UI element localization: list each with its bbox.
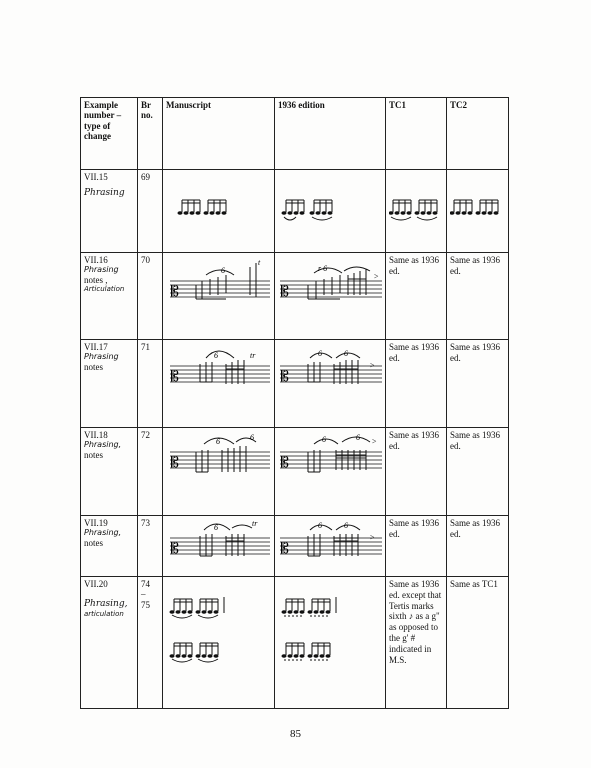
header-tc1: TC1 — [386, 98, 447, 170]
tc2-cell — [447, 170, 509, 253]
svg-text:>: > — [372, 437, 377, 446]
tc1-cell — [386, 170, 447, 253]
manuscript-notation-image — [166, 342, 270, 412]
change-type: Phrasing, — [84, 440, 122, 450]
svg-text:r 6: r 6 — [318, 264, 328, 273]
br-cell — [138, 516, 163, 577]
tc1-note: Same as 1936 ed. — [389, 430, 439, 451]
header-tc2: TC2 — [447, 98, 509, 170]
tc2-cell — [447, 428, 509, 516]
change-notes: notes — [84, 537, 103, 548]
svg-text:>: > — [370, 533, 375, 542]
svg-text:>: > — [370, 361, 375, 370]
example-cell — [81, 340, 138, 428]
example-number: VII.20 — [84, 579, 108, 589]
table-row — [81, 577, 509, 709]
svg-text:6: 6 — [214, 351, 218, 360]
example-number: VII.16 — [84, 255, 108, 265]
table-row — [81, 428, 509, 516]
tc1-cell — [386, 577, 447, 709]
manuscript-cell — [163, 516, 275, 577]
bar-number: 69 — [141, 172, 150, 182]
example-cell — [81, 253, 138, 340]
example-number: VII.18 — [84, 430, 108, 440]
svg-text:𝄡: 𝄡 — [171, 541, 179, 557]
svg-text:tr: tr — [250, 351, 256, 360]
comparison-table — [80, 97, 509, 709]
header-manuscript: Manuscript — [163, 98, 275, 170]
edition-cell — [275, 428, 386, 516]
tc1-notation-image — [389, 172, 445, 248]
example-number: VII.17 — [84, 342, 108, 352]
svg-text:𝄡: 𝄡 — [281, 284, 289, 300]
change-notes: notes — [84, 449, 103, 460]
manuscript-cell — [163, 428, 275, 516]
svg-text:6: 6 — [318, 521, 322, 530]
manuscript-notation-image — [166, 430, 270, 500]
change-type-secondary: articulation — [84, 609, 124, 618]
svg-text:𝄡: 𝄡 — [281, 541, 289, 557]
example-cell — [81, 516, 138, 577]
br-cell — [138, 253, 163, 340]
edition-notation-image — [278, 342, 382, 412]
manuscript-notation-image — [166, 255, 270, 325]
edition-notation-image — [278, 172, 382, 248]
header-br: Br no. — [138, 98, 163, 170]
svg-text:6: 6 — [250, 433, 254, 442]
tc1-cell — [386, 253, 447, 340]
manuscript-cell — [163, 253, 275, 340]
edition-notation-image — [278, 430, 382, 500]
svg-text:tr: tr — [252, 519, 258, 528]
tc1-note: Same as 1936 ed. except that Tertis marks sixth ♪ as a g" as opposed to the g' # indicated in M.S. — [389, 579, 442, 665]
svg-text:6: 6 — [214, 523, 218, 532]
manuscript-notation-image — [166, 518, 270, 574]
tc2-cell — [447, 340, 509, 428]
svg-text:𝄡: 𝄡 — [281, 369, 289, 385]
table-row — [81, 340, 509, 428]
br-cell — [138, 170, 163, 253]
example-cell — [81, 428, 138, 516]
example-cell — [81, 170, 138, 253]
edition-notation-image — [278, 255, 382, 325]
change-type: Phrasing — [84, 188, 125, 199]
edition-notation-image — [278, 518, 382, 574]
manuscript-cell — [163, 577, 275, 709]
svg-text:6: 6 — [356, 433, 360, 442]
tc1-note: Same as 1936 ed. — [389, 342, 439, 363]
bar-number-end: 75 — [141, 599, 150, 610]
change-type: Phrasing, — [84, 528, 122, 538]
br-cell — [138, 428, 163, 516]
tc2-note: Same as 1936 ed. — [450, 430, 500, 451]
svg-text:6: 6 — [344, 521, 348, 530]
svg-text:t: t — [258, 258, 261, 267]
tc1-cell — [386, 516, 447, 577]
example-number: VII.15 — [84, 172, 108, 182]
header-example: Example number – type of change — [81, 98, 138, 170]
svg-text:6: 6 — [221, 266, 225, 275]
change-type: Phrasing — [84, 265, 119, 275]
tc2-note: Same as 1936 ed. — [450, 342, 500, 363]
page-number: 85 — [290, 728, 301, 740]
tc2-note: Same as 1936 ed. — [450, 255, 500, 276]
example-cell — [81, 577, 138, 709]
table-row — [81, 170, 509, 253]
bar-number: 70 — [141, 255, 150, 265]
tc2-note: Same as 1936 ed. — [450, 518, 500, 539]
edition-cell — [275, 577, 386, 709]
edition-cell — [275, 516, 386, 577]
change-type: Phrasing, — [84, 599, 128, 610]
edition-cell — [275, 253, 386, 340]
bar-number: 72 — [141, 430, 150, 440]
tc2-note: Same as TC1 — [450, 579, 498, 589]
manuscript-cell — [163, 170, 275, 253]
table-row — [81, 253, 509, 340]
svg-text:𝄡: 𝄡 — [171, 284, 179, 300]
tc2-cell — [447, 253, 509, 340]
change-type: Phrasing — [84, 352, 119, 362]
bar-range-dash: – — [141, 589, 146, 600]
tc1-note: Same as 1936 ed. — [389, 518, 439, 539]
tc2-notation-image — [450, 172, 506, 248]
tc1-cell — [386, 428, 447, 516]
svg-text:𝄡: 𝄡 — [171, 455, 179, 471]
change-notes: notes , — [84, 274, 108, 285]
bar-number: 71 — [141, 342, 150, 352]
tc1-cell — [386, 340, 447, 428]
bar-number: 74 — [141, 579, 150, 589]
br-cell — [138, 340, 163, 428]
edition-cell — [275, 170, 386, 253]
manuscript-notation-image — [166, 172, 270, 248]
br-cell — [138, 577, 163, 709]
svg-text:6: 6 — [216, 437, 220, 446]
manuscript-notation-image — [166, 579, 270, 689]
header-row — [81, 98, 509, 170]
tc1-note: Same as 1936 ed. — [389, 255, 439, 276]
svg-text:6: 6 — [322, 435, 326, 444]
example-number: VII.19 — [84, 518, 108, 528]
svg-text:𝄡: 𝄡 — [281, 455, 289, 471]
table-row — [81, 516, 509, 577]
header-1936-edition: 1936 edition — [275, 98, 386, 170]
edition-notation-image — [278, 579, 382, 689]
svg-text:6: 6 — [344, 349, 348, 358]
change-notes: notes — [84, 361, 103, 372]
tc2-cell — [447, 577, 509, 709]
svg-text:𝄡: 𝄡 — [171, 369, 179, 385]
svg-text:>: > — [374, 272, 379, 281]
change-type-secondary: Articulation — [84, 284, 125, 293]
svg-text:6: 6 — [318, 349, 322, 358]
tc2-cell — [447, 516, 509, 577]
bar-number: 73 — [141, 518, 150, 528]
edition-cell — [275, 340, 386, 428]
manuscript-cell — [163, 340, 275, 428]
